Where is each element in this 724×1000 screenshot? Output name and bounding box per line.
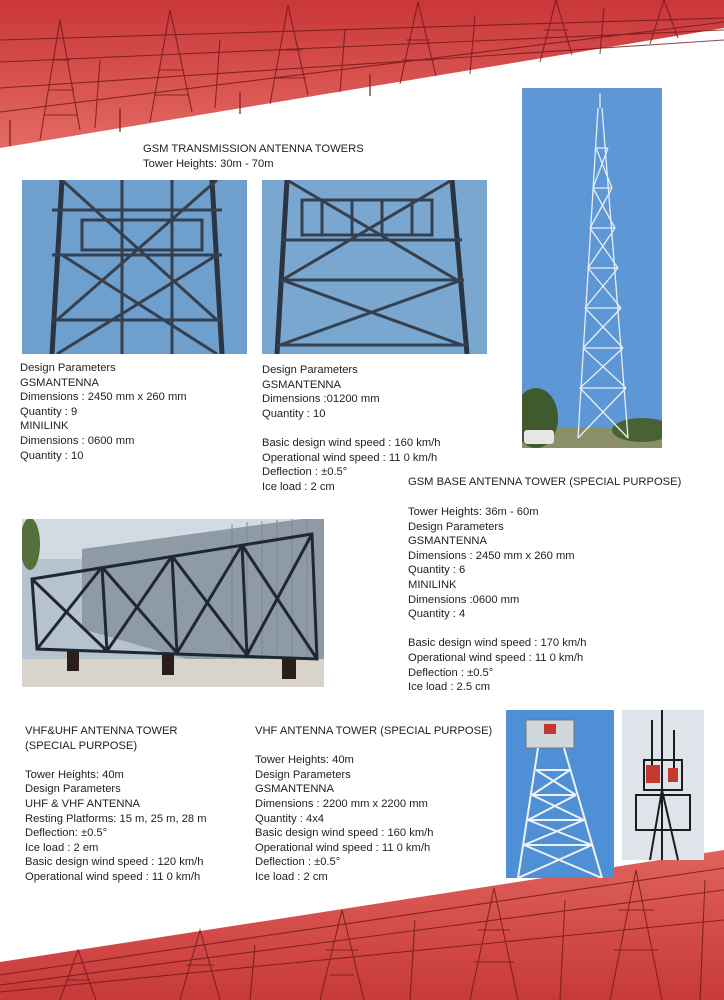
param-line: Deflection : ±0.5° — [262, 466, 348, 479]
param-line: GSMANTENNA — [20, 376, 99, 389]
param-line: Tower Heights: 36m - 60m — [408, 506, 539, 518]
gsm-transmission-params-left — [20, 361, 187, 463]
param-line: Basic design wind speed : 160 km/h — [262, 436, 441, 449]
section-title-line: VHF&UHF ANTENNA TOWER — [25, 725, 178, 737]
param-line: Design Parameters — [25, 783, 121, 796]
section-title: GSM TRANSMISSION ANTENNA TOWERS — [143, 143, 364, 155]
param-line: GSMANTENNA — [408, 535, 487, 548]
param-line: Operational wind speed : 11 0 km/h — [25, 870, 201, 883]
param-line — [262, 421, 440, 436]
param-line: Dimensions : 2450 mm x 260 mm — [408, 549, 575, 562]
param-line: Quantity : 6 — [408, 564, 466, 577]
param-line: Resting Platforms: 15 m, 25 m, 28 m — [25, 812, 207, 825]
param-line: Operational wind speed : 11 0 km/h — [255, 841, 431, 854]
param-line: Basic design wind speed : 160 km/h — [255, 827, 434, 840]
param-line: Dimensions : 2200 mm x 2200 mm — [255, 797, 428, 810]
param-line: Operational wind speed : 11 0 km/h — [408, 651, 584, 664]
param-line: Quantity : 4x4 — [255, 812, 325, 825]
param-line: MINILINK — [20, 420, 69, 433]
param-line: Deflection : ±0.5° — [408, 666, 494, 679]
param-line: Tower Heights: 40m — [255, 754, 354, 767]
param-line: Design Parameters — [255, 768, 351, 781]
param-line: GSMANTENNA — [255, 783, 334, 796]
param-line: Ice load : 2 cm — [262, 480, 335, 493]
param-line: Dimensions :0600 mm — [408, 593, 520, 606]
param-line: Design Parameters — [20, 362, 116, 374]
antenna-cluster-photo — [622, 710, 704, 860]
param-line: Ice load : 2 cm — [255, 870, 328, 883]
param-line: Design Parameters — [262, 364, 358, 376]
param-line: Ice load : 2.5 cm — [408, 681, 491, 694]
param-line: Deflection : ±0.5° — [255, 856, 341, 869]
section-title-line: (SPECIAL PURPOSE) — [25, 739, 138, 752]
param-line: Design Parameters — [408, 520, 504, 533]
param-line: Basic design wind speed : 170 km/h — [408, 637, 587, 650]
param-line: Quantity : 4 — [408, 608, 466, 621]
param-line: Quantity : 10 — [20, 449, 84, 462]
gsm-base-tower-params — [408, 505, 586, 695]
tower-lattice-photo-1 — [22, 180, 247, 354]
param-line: Operational wind speed : 11 0 km/h — [262, 451, 438, 464]
param-line — [408, 622, 586, 637]
param-line: Dimensions : 2450 mm x 260 mm — [20, 391, 187, 404]
vhf-tower-photo — [506, 710, 614, 878]
gsm-base-tower-title: GSM BASE ANTENNA TOWER (SPECIAL PURPOSE) — [408, 476, 682, 488]
tower-heights: Tower Heights: 30m - 70m — [143, 157, 274, 170]
param-line: Quantity : 10 — [262, 407, 326, 420]
param-line: GSMANTENNA — [262, 378, 341, 391]
param-line: MINILINK — [408, 578, 457, 591]
gsm-transmission-heading-block — [143, 142, 364, 171]
param-line: Dimensions :01200 mm — [262, 393, 380, 406]
param-line: Basic design wind speed : 120 km/h — [25, 856, 204, 869]
vhf-tower-text — [255, 724, 492, 885]
tall-gsm-tower-photo — [522, 88, 662, 448]
param-line: Tower Heights: 40m — [25, 768, 124, 781]
param-line: UHF & VHF ANTENNA — [25, 797, 140, 810]
tower-lattice-photo-2 — [262, 180, 487, 354]
param-line: Deflection: ±0.5° — [25, 827, 108, 840]
param-line: Dimensions : 0600 mm — [20, 434, 135, 447]
param-line: Quantity : 9 — [20, 405, 78, 418]
param-line: Ice load : 2 em — [25, 841, 99, 854]
section-title: VHF ANTENNA TOWER (SPECIAL PURPOSE) — [255, 725, 493, 737]
tower-section-fabrication-photo — [22, 519, 324, 687]
vhf-uhf-tower-text — [25, 724, 207, 885]
